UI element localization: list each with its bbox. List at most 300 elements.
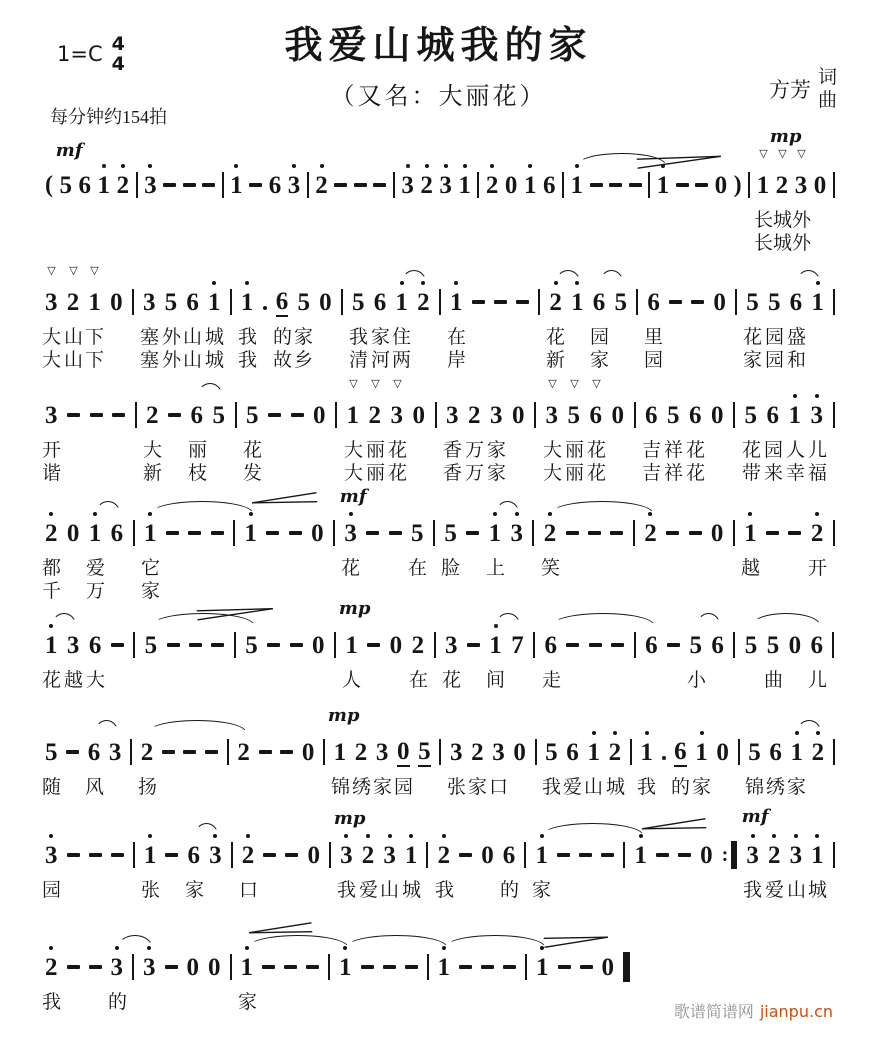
note-token: 2 — [242, 842, 255, 869]
accent-icon: ▽ — [570, 378, 579, 390]
duration-dash — [280, 750, 293, 754]
note-token: 2 — [362, 842, 375, 869]
rest-token: 0 — [307, 841, 321, 869]
note-token: 1 — [489, 520, 502, 547]
duration-dash — [202, 183, 215, 187]
note-token: 5 — [767, 288, 781, 316]
note-token: 2 — [768, 842, 781, 869]
note-token: 3 — [383, 842, 396, 869]
barline — [341, 289, 343, 315]
note-token: 2 — [354, 738, 368, 766]
octave-dot — [292, 164, 296, 168]
lyric-syllable: 外 — [161, 350, 182, 371]
accent-icon: ▽ — [778, 148, 787, 160]
lyric-syllable: 的 — [107, 992, 128, 1013]
duration-dash — [466, 531, 479, 535]
duration-dash — [566, 531, 579, 535]
note-token: 5 — [212, 401, 225, 429]
note-token: 1 — [339, 954, 352, 981]
lyric-syllable: 里 — [643, 327, 664, 348]
lyric-syllable: 山 — [63, 327, 84, 348]
barline — [535, 739, 537, 765]
note-token: 1 — [333, 738, 347, 766]
augmentation-dot — [263, 306, 267, 310]
note-token: 3 — [401, 172, 414, 199]
lyric-syllable: 千 — [41, 581, 62, 602]
duration-dash — [695, 183, 708, 187]
lyric-syllable: 家 — [486, 463, 507, 484]
lyric-syllable: 大 — [542, 440, 563, 461]
lyric-syllable: 我 — [636, 777, 657, 798]
lyric-syllable: 越 — [63, 670, 84, 691]
note-token: 1 — [524, 172, 537, 199]
octave-dot — [815, 394, 819, 398]
duration-dash — [111, 853, 124, 857]
note-token: 1 — [570, 172, 583, 199]
note-token: 3 — [794, 171, 808, 199]
duration-dash — [459, 965, 472, 969]
barline — [328, 954, 330, 980]
note-token: 1 — [241, 954, 254, 981]
barline — [533, 632, 535, 658]
note-token: 3 — [45, 401, 58, 429]
note-token: 3 — [344, 520, 357, 547]
duration-dash — [211, 531, 224, 535]
note-token: 5 — [567, 401, 580, 429]
note-token: 5 — [418, 737, 431, 765]
lyric-syllable: 爱 — [85, 558, 106, 579]
barline — [227, 739, 229, 765]
lyric-syllable: 下 — [84, 350, 105, 371]
note-token: 1 — [450, 289, 463, 316]
lyric-syllable: 城 — [401, 880, 422, 901]
note-token: 3 — [288, 172, 301, 199]
lyric-syllable: 绣 — [351, 777, 372, 798]
octave-dot — [751, 834, 755, 838]
lyric-syllable: 丽 — [365, 440, 386, 461]
lyric-syllable: 曲 — [763, 670, 784, 691]
lyric-syllable: 小 — [686, 670, 707, 691]
lyric-syllable: 园 — [643, 350, 664, 371]
augmentation-dot — [662, 756, 666, 760]
note-token: 3 — [375, 738, 389, 766]
lyric-syllable: 花 — [586, 440, 607, 461]
lyric-syllable: 塞 — [139, 327, 160, 348]
rest-token: 0 — [504, 171, 518, 199]
note-token: 1 — [587, 739, 600, 766]
note-token: 1 — [811, 842, 824, 869]
note-token: 6 — [190, 401, 203, 429]
note-token: 2 — [644, 520, 657, 547]
note-token: 2 — [146, 401, 159, 429]
lyric-syllable: 河 — [370, 350, 391, 371]
octave-dot — [409, 834, 413, 838]
duration-dash — [788, 531, 801, 535]
author-name: 方芳 — [768, 78, 811, 102]
barline — [333, 520, 335, 546]
duration-dash — [211, 643, 224, 647]
barline — [235, 402, 237, 428]
note-token: 6 — [187, 841, 201, 869]
music-line — [41, 705, 835, 798]
note-token: 1 — [88, 288, 101, 316]
lyric-syllable: 下 — [84, 327, 105, 348]
music-line — [45, 126, 835, 254]
note-token: 6 — [647, 288, 660, 316]
tempo-marking: 每分钟约154拍 — [50, 107, 167, 127]
song-subtitle: （又名：大丽花） — [330, 84, 547, 110]
note-token: 2 — [140, 738, 154, 766]
barline — [335, 402, 337, 428]
octave-dot — [148, 834, 152, 838]
note-token: 6 — [769, 738, 782, 766]
lyric-syllable: 长 — [753, 210, 774, 231]
lyric-syllable: 香 — [442, 463, 463, 484]
note-token: 1 — [695, 739, 708, 766]
lyric-syllable: 来 — [763, 463, 784, 484]
lyric-syllable: 万 — [464, 440, 485, 461]
lyric-syllable: 花 — [685, 463, 706, 484]
slur-arc — [496, 501, 519, 513]
lyric-syllable: 儿 — [807, 440, 828, 461]
note-token: 3 — [545, 401, 558, 429]
lyric-syllable: 花 — [242, 440, 263, 461]
octave-dot — [49, 834, 53, 838]
lyric-syllable: 乡 — [293, 350, 314, 371]
rest-token: 0 — [711, 401, 724, 429]
rest-token: 0 — [716, 738, 729, 766]
duration-dash — [678, 853, 691, 857]
lyric-syllable: 香 — [442, 440, 463, 461]
duration-dash — [262, 965, 275, 969]
lyric-syllable: 扬 — [137, 777, 158, 798]
duration-dash — [361, 965, 374, 969]
duration-dash — [162, 750, 175, 754]
duration-dash — [588, 531, 601, 535]
octave-dot — [793, 394, 797, 398]
intro-paren: ( — [45, 171, 53, 198]
duration-dash — [306, 965, 319, 969]
barline — [525, 954, 527, 980]
note-token: 1 — [98, 172, 111, 199]
slur-arc — [556, 270, 580, 282]
duration-dash — [566, 643, 579, 647]
note-token: 6 — [789, 288, 803, 316]
note-token: 1 — [346, 401, 359, 429]
duration-dash — [579, 853, 592, 857]
lyric-syllable: 山 — [182, 350, 203, 371]
note-token: 1 — [89, 520, 102, 547]
duration-dash — [494, 300, 507, 304]
note-token: 2 — [417, 289, 430, 316]
lyric-syllable: 在 — [408, 670, 429, 691]
duration-dash — [263, 853, 276, 857]
barline — [334, 632, 336, 658]
octave-dot — [613, 731, 617, 735]
lyric-syllable: 花 — [545, 327, 566, 348]
note-token: 2 — [237, 738, 250, 766]
lyric-syllable: 清 — [348, 350, 369, 371]
note-token: 2 — [420, 172, 433, 199]
lyric-syllable: 家 — [140, 581, 161, 602]
duration-dash — [472, 300, 485, 304]
duration-dash — [629, 183, 642, 187]
lyric-syllable: 祥 — [663, 440, 684, 461]
dynamic-marking: mf — [741, 806, 769, 827]
duration-dash — [163, 183, 176, 187]
barline — [833, 172, 835, 198]
lyric-syllable: 两 — [391, 350, 412, 371]
duration-dash — [590, 183, 603, 187]
octave-dot — [388, 834, 392, 838]
lyric-syllable: 开 — [41, 440, 62, 461]
duration-dash — [656, 853, 669, 857]
lyric-syllable: 花 — [685, 440, 706, 461]
note-token: 3 — [439, 172, 452, 199]
note-token: 3 — [143, 954, 156, 981]
note-token: 5 — [297, 288, 310, 316]
note-token: 5 — [744, 401, 757, 429]
note-token: 6 — [544, 631, 558, 659]
lyric-syllable: 大 — [343, 463, 364, 484]
octave-dot — [700, 731, 704, 735]
note-token: 6 — [674, 737, 687, 765]
decrescendo-hairpin — [635, 150, 722, 169]
note-token: 5 — [411, 519, 424, 547]
note-token: 1 — [811, 289, 824, 316]
duration-dash — [188, 531, 201, 535]
rest-token: 0 — [714, 171, 728, 199]
octave-dot — [425, 164, 429, 168]
duration-dash — [383, 965, 396, 969]
rest-token: 0 — [311, 631, 325, 659]
accent-icon: ▽ — [90, 265, 99, 277]
barline — [733, 520, 735, 546]
lyric-syllable: 花 — [742, 327, 763, 348]
note-token: 3 — [811, 402, 824, 429]
crescendo-hairpin — [640, 817, 707, 835]
lyric-syllable: 锦 — [744, 777, 765, 798]
barline — [132, 954, 134, 980]
duration-dash — [354, 183, 367, 187]
duration-dash — [168, 413, 181, 417]
octave-dot — [406, 164, 410, 168]
lyric-syllable: 我 — [742, 880, 763, 901]
lyric-syllable: 山 — [379, 880, 400, 901]
lyric-syllable: 塞 — [139, 350, 160, 371]
song-title: 我爱山城我的家 — [284, 25, 593, 67]
note-token: 5 — [766, 631, 780, 659]
lyric-syllable: 家 — [691, 777, 712, 798]
intro-paren: ) — [733, 171, 742, 198]
dynamic-marking: mp — [327, 705, 360, 726]
lyric-syllable: 爱 — [358, 880, 379, 901]
note-token: 1 — [489, 632, 502, 659]
octave-dot — [815, 834, 819, 838]
octave-dot — [349, 512, 353, 516]
duration-dash — [290, 643, 303, 647]
note-token: 1 — [144, 842, 157, 869]
duration-dash — [589, 643, 602, 647]
rest-token: 0 — [110, 288, 123, 316]
duration-dash — [609, 183, 622, 187]
lyric-syllable: 花 — [340, 558, 361, 579]
note-token: 1 — [756, 171, 770, 199]
note-token: 3 — [444, 631, 458, 659]
lyric-syllable: 花 — [387, 463, 408, 484]
notes-row — [45, 486, 835, 548]
octave-dot — [246, 834, 250, 838]
note-token: 1 — [458, 172, 471, 199]
lyric-syllable: 枝 — [187, 463, 208, 484]
note-token: 6 — [275, 287, 289, 315]
note-token: 6 — [589, 401, 602, 429]
slur-arc — [151, 501, 253, 513]
octave-dot — [442, 834, 446, 838]
duration-dash — [503, 965, 516, 969]
octave-dot — [49, 512, 53, 516]
watermark-site: 歌谱简谱网 — [673, 1002, 754, 1021]
lyric-syllable: 越 — [740, 558, 761, 579]
lyric-syllable: 人 — [341, 670, 362, 691]
lyric-syllable: 万 — [464, 463, 485, 484]
note-token: 3 — [746, 842, 759, 869]
barline — [733, 632, 735, 658]
slur-arc — [752, 613, 820, 625]
music-line — [41, 486, 835, 602]
duration-dash — [267, 643, 280, 647]
note-token: 6 — [689, 401, 702, 429]
slur-arc — [697, 613, 720, 625]
duration-dash — [766, 531, 779, 535]
lyric-syllable: 新 — [142, 463, 163, 484]
lyric-syllable: 祥 — [663, 463, 684, 484]
duration-dash — [111, 643, 124, 647]
lyric-syllable: 花 — [586, 463, 607, 484]
lyric-syllable: 新 — [545, 350, 566, 371]
octave-dot — [772, 834, 776, 838]
note-token: 1 — [571, 289, 584, 316]
barline — [630, 739, 632, 765]
octave-dot — [592, 731, 596, 735]
lyric-syllable: 家 — [589, 350, 610, 371]
lyric-syllable: 的 — [499, 880, 520, 901]
rest-token: 0 — [713, 288, 726, 316]
barline — [130, 739, 132, 765]
note-token: 5 — [545, 738, 558, 766]
barline — [136, 172, 138, 198]
barline — [832, 632, 834, 658]
note-token: 7 — [511, 631, 524, 659]
lyric-syllable: 张 — [140, 880, 161, 901]
lyric-syllable: 城 — [772, 233, 793, 254]
lyric-syllable: 风 — [84, 777, 105, 798]
lyric-syllable: 幸 — [785, 463, 806, 484]
duration-dash — [205, 750, 218, 754]
note-token: 1 — [45, 632, 58, 659]
lyric-syllable: 随 — [41, 777, 62, 798]
rest-token: 0 — [397, 737, 410, 765]
note-token: 3 — [142, 288, 156, 316]
lyric-syllable: 间 — [485, 670, 506, 691]
barline — [132, 289, 134, 315]
lyric-syllable: 我 — [41, 992, 62, 1013]
duration-dash — [558, 965, 571, 969]
lyric-syllable: 大 — [142, 440, 163, 461]
watermark-link[interactable]: jianpu.cn — [759, 1002, 833, 1021]
slur-arc — [198, 383, 222, 395]
octave-dot — [366, 834, 370, 838]
barline — [393, 172, 395, 198]
duration-dash — [90, 413, 103, 417]
lyric-syllable: 花 — [441, 670, 462, 691]
note-token: 1 — [208, 289, 221, 316]
barline — [323, 739, 325, 765]
note-token: 6 — [645, 401, 658, 429]
slur-arc — [797, 270, 820, 282]
lyric-syllable: 口 — [238, 880, 259, 901]
note-token: 5 — [746, 288, 759, 316]
barline — [634, 632, 636, 658]
note-token: 6 — [766, 401, 779, 429]
rest-token: 0 — [611, 401, 624, 429]
lyric-syllable: 园 — [393, 777, 414, 798]
note-token: 2 — [486, 172, 499, 199]
lyric-syllable: 城 — [204, 327, 225, 348]
lyric-syllable: 脸 — [440, 558, 461, 579]
note-token: 5 — [246, 401, 259, 429]
note-token: 1 — [395, 289, 408, 316]
note-token: 3 — [490, 401, 503, 429]
octave-dot — [121, 164, 125, 168]
accent-icon: ▽ — [47, 265, 56, 277]
octave-dot — [528, 164, 532, 168]
duration-dash — [669, 300, 682, 304]
note-token: 6 — [711, 631, 724, 659]
note-token: 1 — [640, 739, 653, 766]
note-token: 1 — [230, 172, 243, 199]
note-token: 2 — [544, 520, 557, 547]
barline — [222, 172, 224, 198]
note-token: 6 — [186, 288, 199, 316]
note-token: 2 — [471, 738, 484, 766]
accent-icon: ▽ — [548, 378, 557, 390]
lyric-syllable: 外 — [791, 233, 812, 254]
duration-dash — [601, 853, 614, 857]
lyric-syllable: 家 — [293, 327, 314, 348]
lyric-syllable: 上 — [485, 558, 506, 579]
rest-token: 0 — [313, 401, 326, 429]
lyric-syllable: 我 — [348, 327, 369, 348]
note-token: 5 — [352, 288, 365, 316]
author-credit — [769, 66, 837, 112]
duration-dash — [459, 853, 472, 857]
duration-dash — [259, 750, 272, 754]
lyric-syllable: 城 — [605, 777, 626, 798]
slur-arc — [552, 613, 654, 625]
note-token: 2 — [45, 520, 58, 547]
duration-dash — [89, 965, 102, 969]
barline — [562, 172, 564, 198]
duration-dash — [165, 965, 178, 969]
lyric-syllable: 长 — [753, 233, 774, 254]
lyric-syllable: 我 — [336, 880, 357, 901]
barline — [833, 520, 835, 546]
duration-dash — [167, 643, 180, 647]
barline — [233, 520, 235, 546]
duration-dash — [481, 965, 494, 969]
note-token: 2 — [811, 520, 824, 547]
